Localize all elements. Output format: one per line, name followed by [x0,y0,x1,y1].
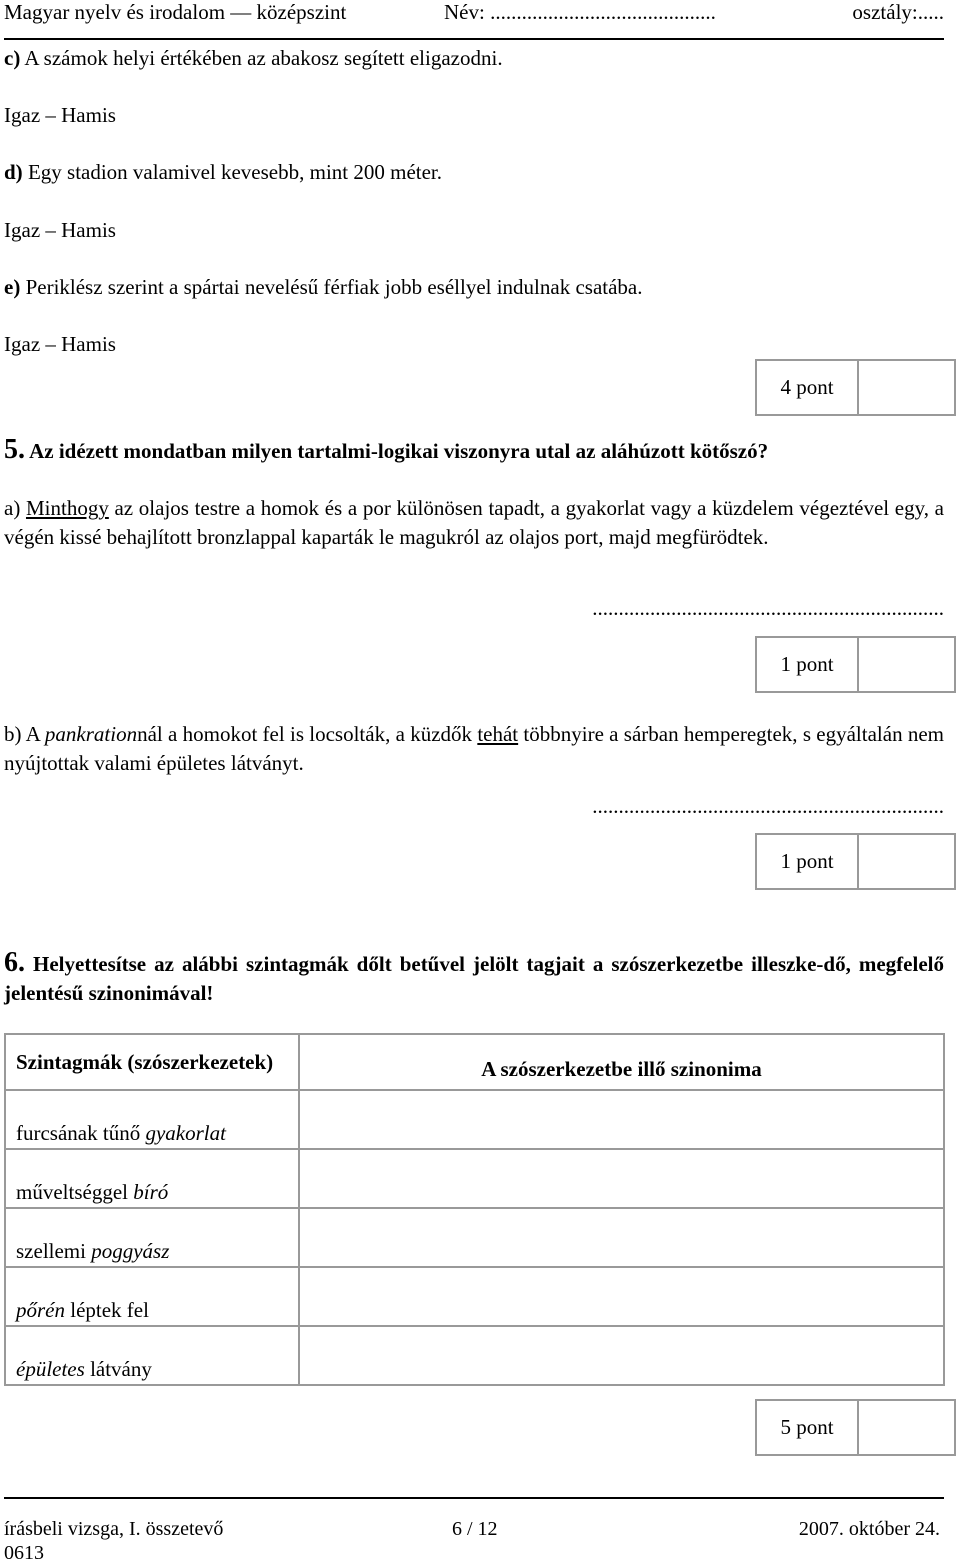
page-header [4,0,944,30]
footer-code: 0613 [4,1542,44,1564]
col2-header: A szószerkezetbe illő szinonima [299,1034,944,1090]
footer-date: 2007. október 24. [798,1518,940,1540]
phrase-cell [5,1326,299,1385]
phrase-plain-after: látvány [84,1357,152,1381]
q5-a-paragraph [4,494,944,552]
header-class-field: osztály:..... [852,0,944,24]
q5-a-text: az olajos testre a homok és a por különösen tapadt, a gyakorlat vagy a küzdelem végeztével egy, a végén kissé behajlított bronzlappal kaparták le magukról az olajos port, majd megfürödtek. [4,496,944,549]
score-field[interactable] [857,638,954,691]
table-row [5,1267,944,1326]
table-row [5,1208,944,1267]
synonym-answer-cell[interactable] [299,1208,944,1267]
phrase-cell [5,1208,299,1267]
synonym-answer-cell[interactable] [299,1326,944,1385]
synonym-answer-cell[interactable] [299,1267,944,1326]
item-c-answer: Igaz – Hamis [4,103,116,127]
synonym-answer-cell[interactable] [299,1090,944,1149]
item-d-text: Egy stadion valamivel kevesebb, mint 200 méter. [22,160,443,184]
score-box-5b [755,833,956,890]
q5-heading [4,434,768,466]
q5-b-underlined: tehát [477,722,519,746]
table-header-row [5,1034,944,1090]
score-field[interactable] [857,361,954,414]
score-label: 5 pont [757,1401,859,1454]
q5-b-text: nál a homokot fel is locsolták, a küzdők [137,722,478,746]
phrase-cell [5,1090,299,1149]
q5-title: Az idézett mondatban milyen tartalmi-logikai viszonyra utal az aláhúzott kötőszó? [25,439,769,463]
item-d-statement [4,160,442,185]
item-e-letter: e) [4,275,21,299]
phrase-plain: szellemi [16,1239,92,1263]
table-row [5,1090,944,1149]
q5-b-italic: pankration [44,722,138,746]
q6-heading [4,948,944,1008]
footer-rule [4,1497,944,1499]
footer-exam: írásbeli vizsga, I. összetevő [4,1518,224,1540]
item-d-answer: Igaz – Hamis [4,218,116,242]
phrase-italic: bíró [133,1180,169,1204]
footer-page-number: 6 / 12 [452,1518,498,1540]
phrase-italic: poggyász [91,1239,170,1263]
score-label: 1 pont [757,835,859,888]
table-row [5,1149,944,1208]
q6-title: Helyettesítse az alábbi szintagmák dőlt betűvel jelölt tagjait a szószerkezetbe illeszke-dő, megfelelő jelentésű szinonimával! [4,952,944,1005]
phrase-plain-after: léptek fel [65,1298,149,1322]
q5-a-answer-line[interactable]: ................................................................... [592,596,944,620]
q5-b-answer-line[interactable]: ................................................................... [592,794,944,818]
item-c-letter: c) [4,46,21,70]
q6-number: 6. [4,947,25,978]
score-box-6 [755,1399,956,1456]
score-box-5a [755,636,956,693]
header-name-field: Név: ........................................... [444,0,716,24]
phrase-plain: furcsának tűnő [16,1121,146,1145]
item-e-answer: Igaz – Hamis [4,332,116,356]
phrase-cell [5,1149,299,1208]
q5-b-prefix: b) A [4,722,45,746]
score-field[interactable] [857,1401,954,1454]
q5-a-underlined: Minthogy [25,496,109,520]
q5-b-paragraph [4,720,944,778]
score-label: 4 pont [757,361,859,414]
q5-number: 5. [4,434,25,465]
table-row [5,1326,944,1385]
col1-header: Szintagmák (szószerkezetek) [5,1034,299,1090]
item-c-statement [4,46,503,71]
header-subject: Magyar nyelv és irodalom — középszint [4,0,347,24]
header-rule [4,38,944,40]
item-c-text: A számok helyi értékében az abakosz segített eligazodni. [20,46,503,70]
phrase-italic: gyakorlat [145,1121,226,1145]
item-e-text: Periklész szerint a spártai nevelésű férfiak jobb eséllyel indulnak csatába. [20,275,643,299]
phrase-plain: műveltséggel [16,1180,134,1204]
q5-a-prefix: a) [4,496,26,520]
phrase-italic: épületes [16,1357,85,1381]
phrase-cell [5,1267,299,1326]
item-d-letter: d) [4,160,23,184]
score-field[interactable] [857,835,954,888]
q5-b-text-rest: többnyire a sárban hemperegtek, s egyáltalán nem nyújtottak valami épületes látványt. [4,722,945,775]
synonym-table [4,1033,945,1386]
score-box-4 [755,359,956,416]
phrase-italic: pőrén [16,1298,65,1322]
item-e-statement [4,275,643,300]
synonym-answer-cell[interactable] [299,1149,944,1208]
score-label: 1 pont [757,638,859,691]
